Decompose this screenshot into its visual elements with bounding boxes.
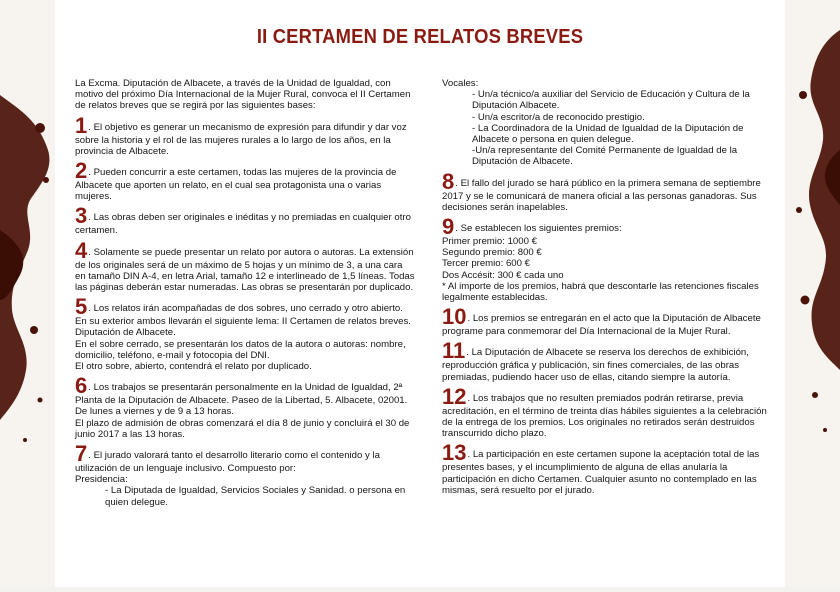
base-number: 13 [442, 440, 467, 466]
intro-text: La Excma. Diputación de Albacete, a través de la Unidad de Igualdad, con motivo del próximo Día Internacional de la Mujer Rural, convoca el II Certamen de relatos breves que se regirá por las siguientes bases: [75, 78, 411, 112]
base-item [442, 383, 772, 440]
ink-splash-right [785, 0, 840, 587]
base-number: 12 [442, 383, 467, 409]
base-text: . Los relatos irán acompañadas de dos sobres, uno cerrado y otro abierto. En su exterior ambos llevarán el siguiente lema: II Certamen de relatos breves. Diputación de Albacete. [75, 303, 411, 339]
base-item [75, 112, 415, 157]
base-number: 9 [442, 214, 455, 240]
ink-splash-left [0, 0, 55, 587]
prize-note: * Al importe de los premios, habrá que descontarle las retenciones fiscales legalmente establecidas. [442, 280, 759, 304]
base-text: . La participación en este certamen supone la aceptación total de las presentes bases, y el incumplimiento de alguna de ellas anularía la participación en dicho Certamen. Cualquier asunto no contemplado en las mismas, será resuelto por el jurado. [442, 449, 760, 496]
base-text: . Las obras deben ser originales e inéditas y no premiadas en cualquier otro certamen. [75, 212, 411, 237]
prize-line: Tercer premio: 600 € [442, 258, 530, 270]
base-item [75, 237, 415, 294]
left-column [75, 78, 415, 513]
intro-paragraph [75, 78, 415, 112]
vocal-item: - La Coordinadora de la Unidad de Igualdad de la Diputación de Albacete o persona en quien delegue. [472, 122, 744, 146]
document-title: II CERTAMEN DE RELATOS BREVES [256, 26, 584, 48]
base-number: 8 [442, 168, 455, 194]
base-item [75, 373, 415, 440]
base-number: 5 [75, 294, 88, 320]
base-item [442, 440, 772, 496]
base-item [75, 203, 415, 237]
base-item [442, 168, 772, 213]
base-text: . El objetivo es generar un mecanismo de expresión para difundir y dar voz sobre la historia y el rol de las mujeres rurales a lo largo de los años, en la provincia de Albacete. [75, 121, 407, 157]
vocales-label: Vocales: [442, 78, 479, 89]
right-column [442, 78, 772, 501]
base-number: 6 [75, 373, 88, 399]
prize-line: Dos Accésit: 300 € cada uno [442, 269, 564, 281]
vocales-block [442, 78, 772, 168]
base-number: 3 [75, 203, 88, 229]
left-margin-decoration [0, 0, 55, 587]
base-extra-line: En el sobre cerrado, se presentarán los datos de la autora o autoras: nombre, domicilio, teléfono, e-mail y fotocopia del DNI. [75, 338, 406, 361]
base-text: . El fallo del jurado se hará público en la primera semana de septiembre 2017 y se le comunicará de manera oficial a las personas ganadoras. Sus decisiones serán inapelables. [442, 177, 761, 213]
base-text: . Pueden concurrir a este certamen, todas las mujeres de la provincia de Albacete que aporten un relato, en el cual sea protagonista una o varias mujeres. [75, 167, 397, 203]
base-number: 7 [75, 441, 88, 467]
base-number: 4 [75, 237, 88, 263]
vocal-item: -Un/a representante del Comité Permanente de Igualdad de la Diputación de Albacete. [472, 145, 738, 168]
base-item [75, 158, 415, 203]
document-page [55, 0, 785, 587]
base-text: . Se establecen los siguientes premios: [455, 223, 622, 235]
base-item [75, 294, 415, 373]
base-extra-line: De lunes a viernes y de 9 a 13 horas. [75, 406, 234, 418]
base-extra-line: El plazo de admisión de obras comenzará el día 8 de junio y concluirá el 30 de junio 2017 a las 13 horas. [75, 417, 410, 440]
prize-line: Primer premio: 1000 € [442, 236, 537, 248]
base-item [75, 441, 415, 508]
base-text: . La Diputación de Albacete se reserva los derechos de exhibición, reproducción gráfica y publicación, sin fines comerciales, de las obras premiadas, pudiendo hacer uso de ellas, citando siempre la autoría. [442, 347, 749, 383]
right-margin-decoration [785, 0, 840, 587]
base-text: . Solamente se puede presentar un relato por autora o autoras. La extensión de los originales será de un máximo de 5 hojas y un mínimo de 3, a una cara en tamaño DIN A-4, en letra Arial, tamaño 12 e interlineado de 1,5 líneas. Todas las páginas deberán estar numeradas. Las obras se presentarán por duplicado. [75, 246, 415, 294]
base-text: . Los trabajos se presentarán personalmente en la Unidad de Igualdad, 2ª Planta de la Diputación de Albacete. Paseo de la Libertad, 5. Albacete, 02001. [75, 382, 408, 407]
base-item [442, 304, 772, 338]
presidencia-member: - La Diputada de Igualdad, Servicios Sociales y Sanidad. o persona en quien delegue. [105, 485, 406, 508]
prize-line: Segundo premio: 800 € [442, 247, 542, 259]
base-number: 10 [442, 304, 467, 330]
base-text: . Los trabajos que no resulten premiados podrán retirarse, previa acreditación, en el término de treinta días hábiles siguientes a la celebración de la entrega de los premios. Los originales no retirados serán destruidos transcurrido dicho plazo. [442, 392, 767, 440]
base-text: . El jurado valorará tanto el desarrollo literario como el contenido y la utilización de un lenguaje inclusivo. Compuesto por: [75, 450, 380, 475]
base-item [442, 338, 772, 383]
base-extra-line: El otro sobre, abierto, contendrá el relato por duplicado. [75, 361, 312, 373]
vocal-item: - Un/a escritor/a de reconocido prestigio. [472, 111, 645, 123]
base-number: 1 [75, 112, 88, 138]
base-number: 2 [75, 158, 88, 184]
base-number: 11 [442, 338, 466, 364]
base-text: . Los premios se entregarán en el acto que la Diputación de Albacete programe para conmemorar del Día Internacional de la Mujer Rural. [442, 313, 761, 338]
presidencia-label: Presidencia: [75, 474, 128, 486]
base-item [442, 214, 772, 304]
vocal-item: - Un/a técnico/a auxiliar del Servicio de Educación y Cultura de la Diputación Albacete. [472, 89, 750, 112]
